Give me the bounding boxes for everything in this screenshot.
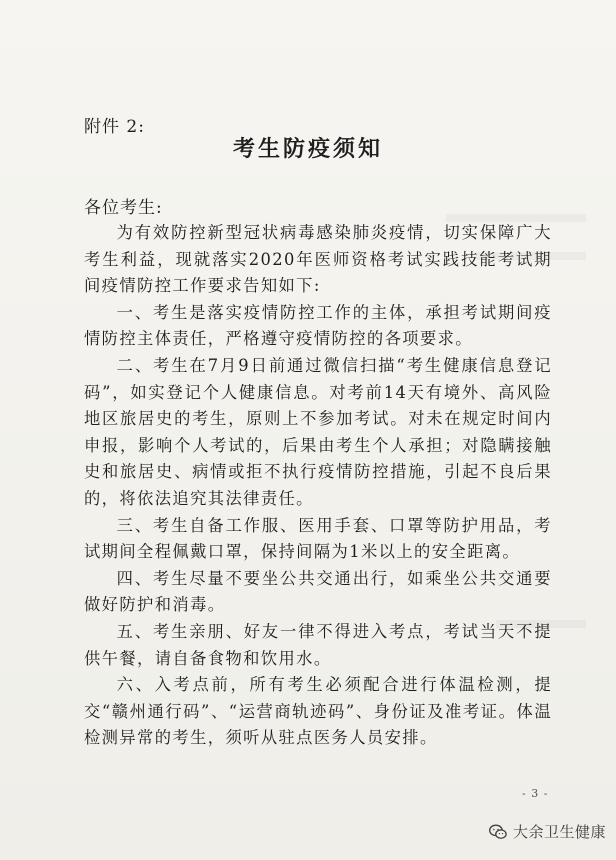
document-title: 考生防疫须知 <box>232 137 383 162</box>
salutation: 各位考生: <box>84 198 163 218</box>
rule-paragraph-3: 三、考生自备工作服、医用手套、口罩等防护用品，考试期间全程佩戴口罩，保持间隔为1米以上的安全距离。 <box>84 515 552 562</box>
annex-label: 附件 2: <box>84 117 145 137</box>
document-body <box>84 220 552 752</box>
watermark <box>488 821 606 842</box>
rule-paragraph-4: 四、考生尽量不要坐公共交通出行，如乘坐公共交通要做好防护和消毒。 <box>84 568 552 615</box>
wechat-icon <box>488 822 508 842</box>
intro-paragraph: 为有效防控新型冠状病毒感染肺炎疫情，切实保障广大考生利益，现就落实2020年医师资格考试实践技能考试期间疫情防控工作要求告知如下: <box>84 223 552 296</box>
rule-paragraph-6: 六、入考点前，所有考生必须配合进行体温检测，提交“赣州通行码”、“运营商轨迹码”、身份证及准考证。体温检测异常的考生，须听从驻点医务人员安排。 <box>84 675 552 748</box>
rule-paragraph-1: 一、考生是落实疫情防控工作的主体，承担考试期间疫情防控主体责任，严格遵守疫情防控的各项要求。 <box>84 302 552 349</box>
page-number: - 3 - <box>522 787 549 800</box>
rule-paragraph-5: 五、考生亲朋、好友一律不得进入考点，考试当天不提供午餐，请自备食物和饮用水。 <box>84 621 552 668</box>
watermark-text: 大余卫生健康 <box>512 823 606 841</box>
rule-paragraph-2: 二、考生在7月9日前通过微信扫描“考生健康信息登记码”，如实登记个人健康信息。对考前14天有境外、高风险地区旅居史的考生，原则上不参加考试。对未在规定时间内申报，影响个人考试的，后果由考生个人承担；对隐瞒接触史和旅居史、病情或拒不执行疫情防控措施，引起不良后果的，将依法追究其法律责任。 <box>84 355 552 508</box>
